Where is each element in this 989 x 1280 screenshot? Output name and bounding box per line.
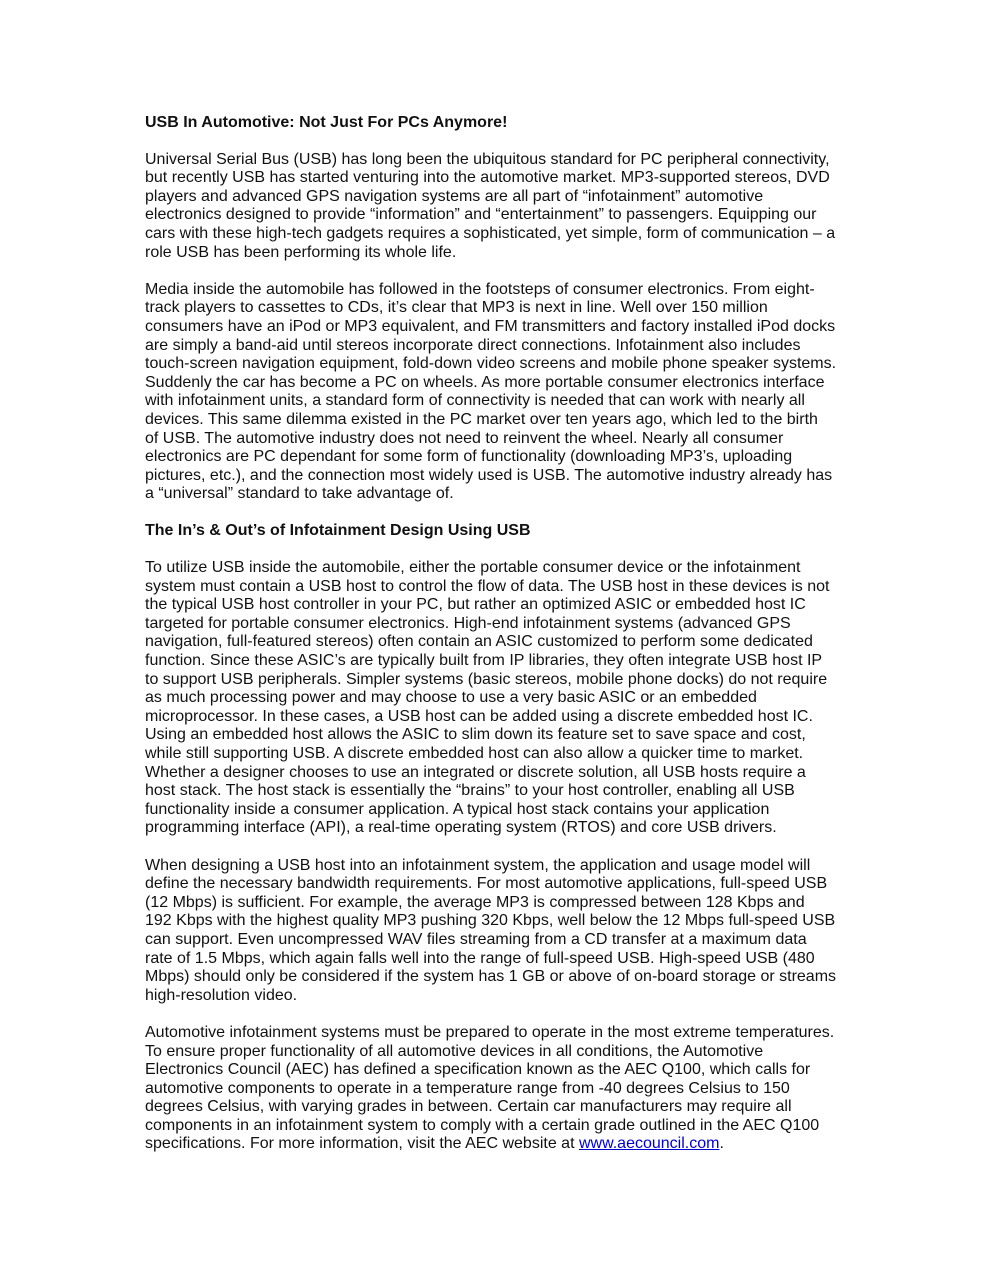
text-line: a “universal” standard to take advantage of. [145,485,454,503]
text-line: cars with these high-tech gadgets requires a sophisticated, yet simple, form of communication – a [145,224,836,242]
paragraph-bandwidth [145,857,845,1006]
text-line: functionality inside a consumer application. A typical host stack contains your application [145,800,770,818]
text-line: role USB has been performing its whole life. [145,243,457,261]
text-line: host stack. The host stack is essentially the “brains” to your host controller, enabling all USB [145,782,795,800]
text-line: but recently USB has started venturing into the automotive market. MP3-supported stereos, DVD [145,169,830,187]
text-line-with-link [145,1135,845,1154]
text-line: as much processing power and may choose to use a very basic ASIC or an embedded [145,689,757,707]
text-line: rate of 1.5 Mbps, which again falls well into the range of full-speed USB. High-speed USB (480 [145,949,815,967]
text-line: When designing a USB host into an infotainment system, the application and usage model will [145,856,811,874]
text-line: high-resolution video. [145,986,298,1004]
link-prefix-text: specifications. For more information, visit the AEC website at [145,1135,579,1153]
text-line: with infotainment units, a standard form of connectivity is needed that can work with nearly all [145,392,805,410]
text-line: electronics are PC dependant for some form of functionality (downloading MP3’s, uploading [145,448,793,466]
text-line: automotive components to operate in a temperature range from -40 degrees Celsius to 150 [145,1079,790,1097]
text-line: while still supporting USB. A discrete embedded host can also allow a quicker time to market. [145,745,804,762]
paragraph-design [145,559,845,838]
text-line: players and advanced GPS navigation systems are all part of “infotainment” automotive [145,187,764,205]
document-title: USB In Automotive: Not Just For PCs Anymore! [145,114,508,131]
text-line: are simply a band-aid until stereos incorporate direct connections. Infotainment also includes [145,336,801,354]
text-line: to support USB peripherals. Simpler systems (basic stereos, mobile phone docks) do not require [145,670,828,688]
text-line: To utilize USB inside the automobile, either the portable consumer device or the infotainment [145,559,801,577]
text-line: of USB. The automotive industry does not need to reinvent the wheel. Nearly all consumer [145,429,784,447]
text-line: electronics designed to provide “information” and “entertainment” to passengers. Equipping our [145,206,817,224]
text-line: degrees Celsius, with varying grades in between. Certain car manufacturers may require all [145,1098,792,1116]
text-line: microprocessor. In these cases, a USB host can be added using a discrete embedded host IC. [145,707,813,725]
text-line: consumers have an iPod or MP3 equivalent, and FM transmitters and factory installed iPod docks [145,317,836,335]
text-line: (12 Mbps) is sufficient. For example, the average MP3 is compressed between 128 Kbps and [145,893,805,911]
section-heading: The In’s & Out’s of Infotainment Design Using USB [145,522,531,540]
text-line: function. Since these ASIC’s are typically built from IP libraries, they often integrate USB host IP [145,652,823,670]
text-line: define the necessary bandwidth requirements. For most automotive applications, full-speed USB [145,875,828,893]
text-line: Suddenly the car has become a PC on wheels. As more portable consumer electronics interface [145,373,825,391]
paragraph-media [145,281,845,504]
text-line: Whether a designer chooses to use an integrated or discrete solution, all USB hosts require a [145,763,806,781]
text-line: Universal Serial Bus (USB) has long been the ubiquitous standard for PC peripheral connectivity, [145,150,830,168]
text-line: touch-screen navigation equipment, fold-down video screens and mobile phone speaker systems. [145,355,837,373]
text-line: 192 Kbps with the highest quality MP3 pushing 320 Kbps, well below the 12 Mbps full-speed USB [145,912,836,930]
paragraph-intro [145,151,845,263]
text-line: track players to cassettes to CDs, it’s clear that MP3 is next in line. Well over 150 million [145,299,768,317]
text-line: Media inside the automobile has followed in the footsteps of consumer electronics. From eight- [145,280,815,298]
text-line: To ensure proper functionality of all automotive devices in all conditions, the Automotive [145,1042,764,1060]
text-line: components in an infotainment system to comply with a certain grade outlined in the AEC Q100 [145,1116,820,1134]
text-line: Using an embedded host allows the ASIC to slim down its feature set to save space and cost, [145,726,806,744]
paragraph-temperature [145,1024,845,1154]
text-line: Electronics Council (AEC) has defined a specification known as the AEC Q100, which calls for [145,1061,811,1079]
text-line: Mbps) should only be considered if the system has 1 GB or above of on-board storage or streams [145,968,837,986]
text-line: pictures, etc.), and the connection most widely used is USB. The automotive industry already has [145,466,833,484]
text-line: targeted for portable consumer electronics. High-end infotainment systems (advanced GPS [145,614,791,632]
text-line: programming interface (API), a real-time operating system (RTOS) and core USB drivers. [145,819,777,837]
text-line: the typical USB host controller in your PC, but rather an optimized ASIC or embedded host IC [145,596,806,614]
text-line: system must contain a USB host to control the flow of data. The USB host in these devices is not [145,577,830,595]
aec-website-link[interactable]: www.aecouncil.com [578,1135,720,1153]
document-page [145,114,845,1173]
text-line: devices. This same dilemma existed in the PC market over ten years ago, which led to the birth [145,410,818,428]
text-line: navigation, full-featured stereos) often contain an ASIC customized to perform some dedicated [145,633,813,651]
link-suffix-text: . [719,1135,724,1153]
text-line: can support. Even uncompressed WAV files streaming from a CD transfer at a maximum data [145,930,807,948]
text-line: Automotive infotainment systems must be prepared to operate in the most extreme temperatures. [145,1023,835,1041]
